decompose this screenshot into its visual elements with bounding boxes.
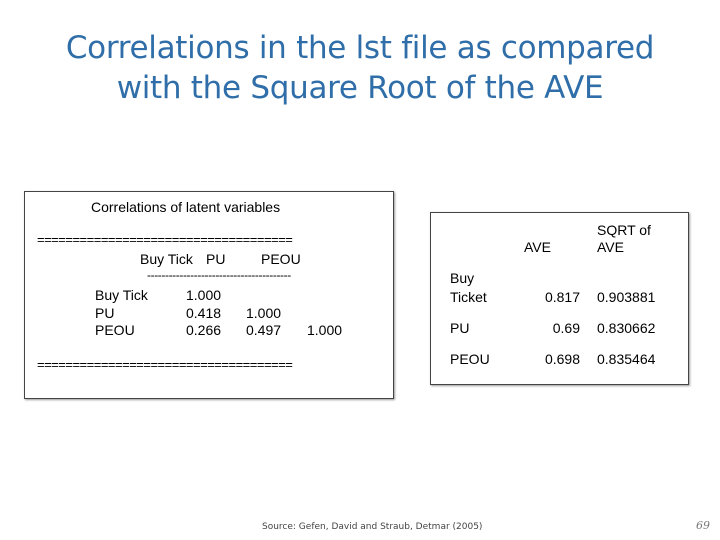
column-header-buy-tick: Buy Tick: [140, 251, 193, 267]
sqrt-pu: 0.830662: [597, 320, 656, 336]
separator-bottom: ====================================: [37, 357, 293, 372]
column-header-pu: PU: [206, 251, 226, 267]
slide-title-line-2: with the Square Root of the AVE: [116, 70, 604, 106]
row-label-pu: PU: [95, 305, 115, 321]
ave-table-panel: [430, 212, 689, 385]
row-label-buy: Buy: [450, 270, 475, 286]
cell-pu-pu: 1.000: [246, 305, 282, 321]
header-sqrt-line-1: SQRT of: [597, 222, 651, 238]
cell-pu-buy-tick: 0.418: [186, 305, 222, 321]
ave-pu: 0.69: [552, 320, 580, 336]
slide-title: [20, 28, 700, 108]
header-ave: AVE: [524, 239, 551, 255]
row-label-peou: PEOU: [450, 351, 490, 367]
lst-heading: Correlations of latent variables: [91, 199, 281, 215]
separator-top: ====================================: [37, 232, 293, 247]
header-sqrt-line-2: AVE: [597, 239, 624, 255]
row-label-pu: PU: [450, 320, 470, 336]
cell-peou-pu: 0.497: [246, 322, 282, 338]
slide-title-line-1: Correlations in the lst file as compared: [65, 30, 655, 66]
lst-output-panel: [24, 191, 394, 399]
separator-dash: ----------------------------------------: [147, 268, 291, 282]
sqrt-peou: 0.835464: [597, 351, 656, 367]
column-header-peou: PEOU: [261, 251, 301, 267]
row-label-peou: PEOU: [95, 322, 135, 338]
ave-peou: 0.698: [544, 351, 580, 367]
row-label-ticket: Ticket: [450, 289, 487, 305]
row-label-buy-tick: Buy Tick: [95, 287, 148, 303]
cell-buy-tick-buy-tick: 1.000: [186, 287, 222, 303]
cell-peou-peou: 1.000: [307, 322, 343, 338]
cell-peou-buy-tick: 0.266: [186, 322, 222, 338]
source-citation: Source: Gefen, David and Straub, Detmar (2005): [262, 522, 483, 532]
sqrt-buy-ticket: 0.903881: [597, 289, 656, 305]
page-number: 69: [696, 519, 710, 532]
ave-buy-ticket: 0.817: [544, 289, 580, 305]
